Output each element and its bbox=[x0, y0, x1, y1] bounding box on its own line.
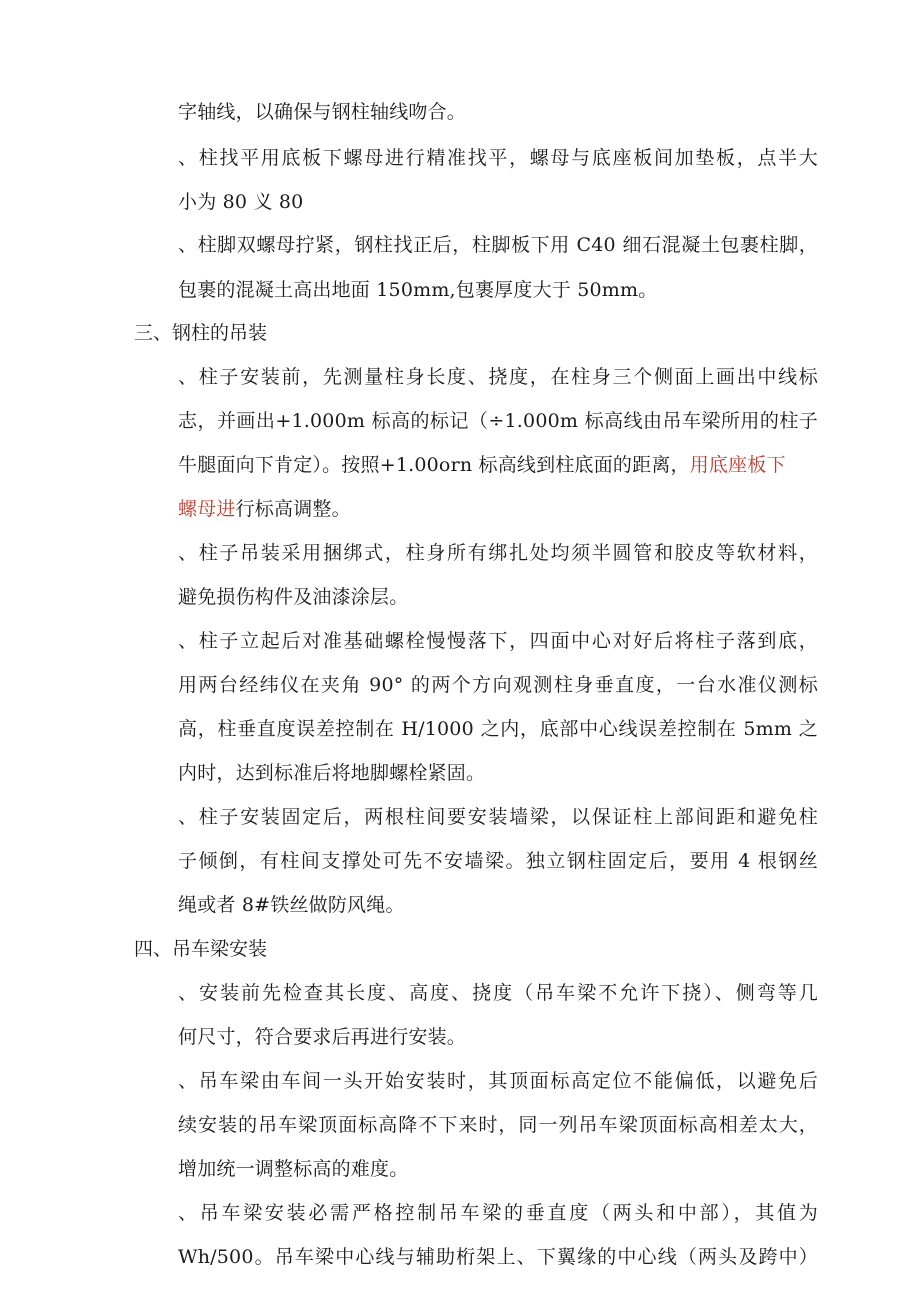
text-line: 、吊车梁安装必需严格控制吊车梁的垂直度（两头和中部），其值为 bbox=[178, 1202, 818, 1224]
text-line bbox=[178, 496, 818, 522]
text-line: 用两台经纬仪在夹角 90° 的两个方向观测柱身垂直度，一台水准仪测标 bbox=[178, 674, 818, 696]
text-line: 绳或者 8#铁丝做防风绳。 bbox=[178, 894, 405, 916]
text-line: 、柱脚双螺母拧紧，钢柱找正后，柱脚板下用 C40 细石混凝土包裹柱脚， bbox=[178, 234, 818, 256]
text-line: 续安装的吊车梁顶面标高降不下来时，同一列吊车梁顶面标高相差太大， bbox=[178, 1114, 818, 1136]
text-line: 增加统一调整标高的难度。 bbox=[178, 1158, 409, 1180]
section-heading: 三、钢柱的吊装 bbox=[134, 322, 268, 344]
text-line: 、柱子吊装采用捆绑式，柱身所有绑扎处均须半圆管和胶皮等软材料， bbox=[178, 542, 818, 564]
text-line: 避免损伤构件及油漆涂层。 bbox=[178, 586, 409, 608]
text-line: 内时，达到标准后将地脚螺栓紧固。 bbox=[178, 762, 486, 784]
text-line: 子倾倒，有柱间支撑处可先不安墙梁。独立钢柱固定后，要用 4 根钢丝 bbox=[178, 850, 818, 872]
text-line: 何尺寸，符合要求后再进行安装。 bbox=[178, 1026, 467, 1048]
text-segment: 行标高调整。 bbox=[235, 498, 351, 520]
text-line: 、柱子立起后对准基础螺栓慢慢落下，四面中心对好后将柱子落到底， bbox=[178, 630, 818, 652]
text-line: 、吊车梁由车间一头开始安装时，其顶面标高定位不能偏低，以避免后 bbox=[178, 1070, 818, 1092]
text-line: 、柱子安装固定后，两根柱间要安装墙梁，以保证柱上部间距和避免柱 bbox=[178, 806, 818, 828]
text-line: 字轴线，以确保与钢柱轴线吻合。 bbox=[178, 101, 467, 123]
text-line: 高，柱垂直度误差控制在 H/1000 之内，底部中心线误差控制在 5mm 之 bbox=[178, 718, 818, 740]
highlighted-text: 用底座板下 bbox=[689, 454, 786, 476]
text-line bbox=[178, 452, 818, 478]
text-line: 志，并画出+1.000m 标高的标记（÷1.000m 标高线由吊车梁所用的柱子 bbox=[178, 410, 818, 432]
section-heading: 四、吊车梁安装 bbox=[134, 938, 268, 960]
text-line: 、柱子安装前，先测量柱身长度、挠度，在柱身三个侧面上画出中线标 bbox=[178, 366, 818, 388]
text-segment: 牛腿面向下肯定）。按照+1.00orn 标高线到柱底面的距离， bbox=[178, 454, 690, 476]
text-line: 、安装前先检查其长度、高度、挠度（吊车梁不允许下挠）、侧弯等几 bbox=[178, 982, 818, 1004]
text-line: 小为 80 义 80 bbox=[178, 191, 304, 213]
highlighted-text: 螺母进 bbox=[178, 498, 236, 520]
text-line: 包裹的混凝土高出地面 150mm,包裹厚度大于 50mm。 bbox=[178, 279, 658, 301]
text-line: Wh/500。吊车梁中心线与辅助桁架上、下翼缘的中心线（两头及跨中） bbox=[178, 1246, 818, 1268]
text-line: 、柱找平用底板下螺母进行精准找平，螺母与底座板间加垫板，点半大 bbox=[178, 147, 818, 169]
